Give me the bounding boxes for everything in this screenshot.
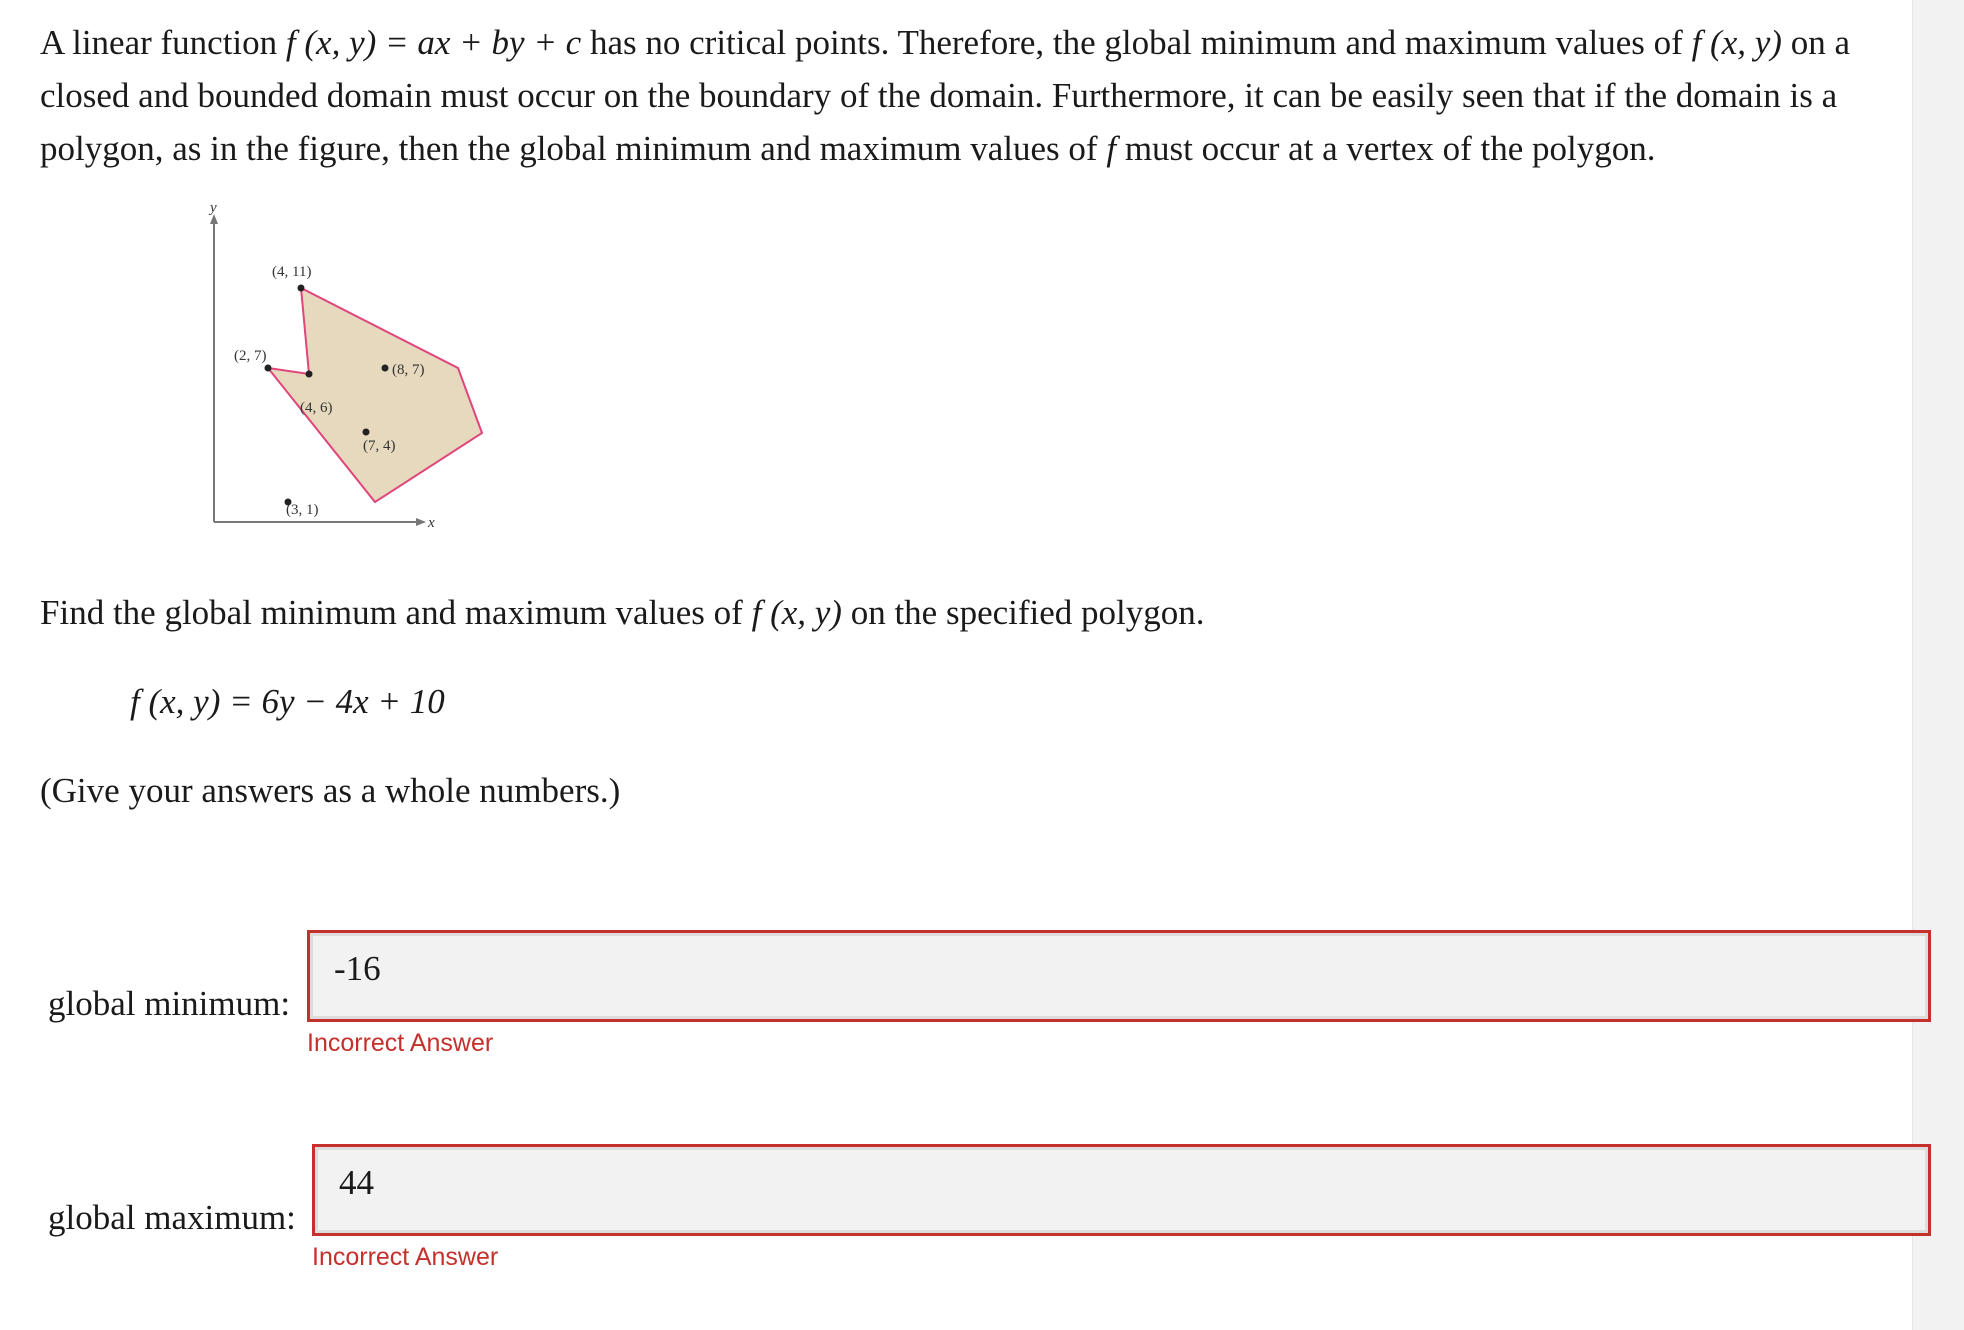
vertex-point	[265, 365, 272, 372]
global-maximum-input[interactable]	[312, 1144, 1931, 1236]
question-prompt-suffix: on the specified polygon.	[841, 593, 1205, 632]
vertex-point	[306, 371, 313, 378]
global-minimum-feedback: Incorrect Answer	[307, 1029, 494, 1057]
global-maximum-feedback: Incorrect Answer	[312, 1243, 499, 1271]
global-minimum-value: -16	[334, 949, 381, 988]
scrollbar-track[interactable]	[1912, 0, 1964, 1330]
answer-instructions: (Give your answers as a whole numbers.)	[40, 771, 621, 810]
global-maximum-value: 44	[339, 1163, 374, 1202]
question-function-ref: f (x, y)	[751, 593, 842, 632]
question-prompt	[40, 588, 1205, 638]
vertex-point	[298, 285, 305, 292]
global-minimum-input[interactable]	[307, 930, 1931, 1022]
y-axis-label: y	[210, 200, 217, 216]
question-prompt-text: Find the global minimum and maximum values of	[40, 593, 752, 632]
intro-function-ref: f (x, y)	[1691, 23, 1782, 62]
intro-text-1: A linear function	[40, 23, 286, 62]
global-maximum-label: global maximum:	[48, 1198, 296, 1237]
vertex-label: (2, 7)	[234, 348, 267, 364]
vertex-label: (8, 7)	[392, 362, 425, 378]
vertex-label: (4, 6)	[300, 400, 333, 416]
intro-f-symbol: f	[1106, 129, 1117, 168]
global-minimum-label: global minimum:	[48, 984, 291, 1023]
vertex-point	[382, 365, 389, 372]
polygon-figure-svg	[180, 200, 540, 540]
vertex-label: (3, 1)	[286, 502, 319, 518]
vertex-label: (7, 4)	[363, 438, 396, 454]
polygon-region	[268, 288, 482, 502]
vertex-point	[363, 429, 370, 436]
intro-text-3: on a closed and bounded domain must occur on the boundary of the domain. Furthermore, it can be easily seen that if the domain is a polygon, as in the figure, then the global minimum and maximum values of	[40, 23, 1850, 168]
intro-text-2: has no critical points. Therefore, the global minimum and maximum values of	[581, 23, 1692, 62]
polygon-figure	[180, 200, 540, 540]
x-axis-arrow	[416, 518, 426, 526]
intro-text-4: must occur at a vertex of the polygon.	[1116, 129, 1656, 168]
x-axis-label: x	[428, 515, 435, 531]
function-formula: f (x, y) = 6y − 4x + 10	[130, 682, 445, 721]
intro-paragraph	[40, 16, 1900, 175]
intro-linear-function: f (x, y) = ax + by + c	[285, 23, 582, 62]
vertex-label: (4, 11)	[272, 264, 312, 280]
